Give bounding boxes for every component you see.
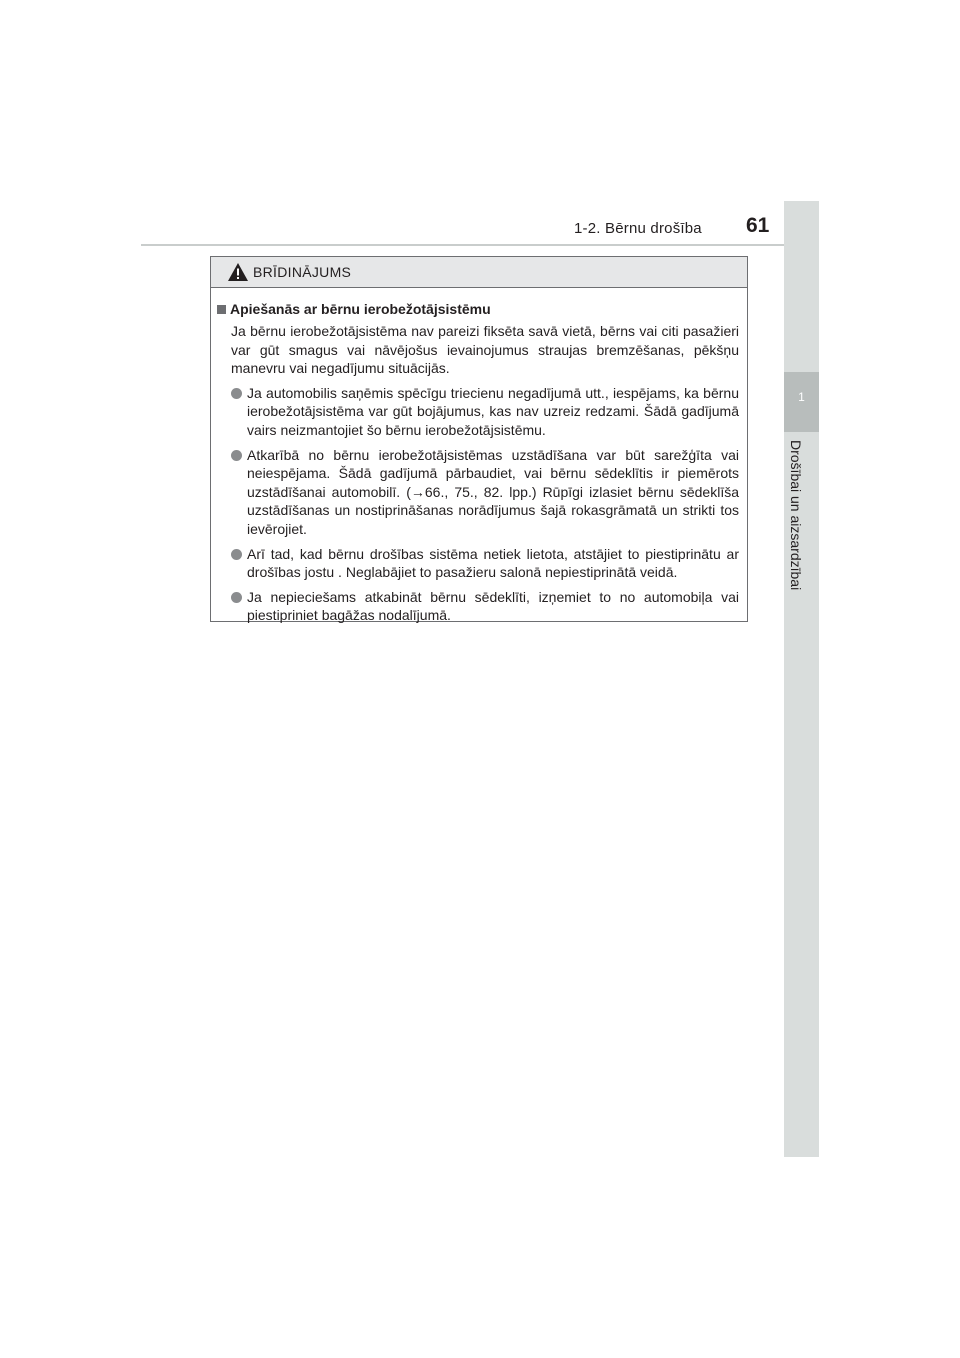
round-bullet-icon bbox=[231, 592, 242, 603]
running-header-section: 1-2. Bērnu drošība bbox=[574, 220, 702, 237]
list-item-text: Atkarībā no bērnu ierobežotājsistēmas uzstādīšana var būt sarežģīta vai neiespējama. Šādā gadījumā pārbaudiet, vai bērnu sēdeklītis ir piemērots uzstādīšanai automobilī. (→66., 75., 82. lpp.) Rūpīgi izlasiet bērnu sēdeklīša uzstādīšanas un nostiprināšanas norādījumus šajā rokasgrāmatā un strikti tos ievērojiet. bbox=[247, 446, 739, 537]
square-bullet-icon bbox=[217, 305, 226, 314]
warning-triangle-icon bbox=[227, 262, 249, 282]
warning-box bbox=[210, 256, 748, 622]
warning-content bbox=[211, 288, 747, 625]
list-item bbox=[247, 446, 739, 539]
round-bullet-icon bbox=[231, 549, 242, 560]
list-item bbox=[247, 545, 739, 582]
round-bullet-icon bbox=[231, 388, 242, 399]
list-item-text: Arī tad, kad bērnu drošības sistēma netiek lietota, atstājiet to piestiprinātu ar drošības jostu . Neglabājiet to pasažieru salonā nepiestiprinātā veidā. bbox=[247, 545, 739, 581]
header-divider bbox=[141, 244, 819, 246]
list-item bbox=[247, 384, 739, 440]
chapter-side-tab bbox=[784, 201, 819, 1157]
round-bullet-icon bbox=[231, 450, 242, 461]
list-item bbox=[247, 588, 739, 625]
list-item-text: Ja nepieciešams atkabināt bērnu sēdeklīti, izņemiet to no automobiļa vai piestipriniet bagāžas nodalījumā. bbox=[247, 588, 739, 624]
warning-header bbox=[211, 257, 747, 288]
list-item-text: Ja automobilis saņēmis spēcīgu triecienu negadījumā utt., iespējams, ka bērnu ierobežotājsistēma var gūt bojājumus, kas nav uzreiz redzami. Šādā gadījumā vairs neizmantojiet šo bērnu ierobežotājsistēmu. bbox=[247, 384, 739, 438]
section-heading-text: Apiešanās ar bērnu ierobežotājsistēmu bbox=[230, 301, 491, 317]
page-number: 61 bbox=[746, 214, 770, 237]
section-heading bbox=[217, 300, 739, 318]
chapter-title: Drošībai un aizsardzībai bbox=[788, 440, 804, 591]
warning-title: BRĪDINĀJUMS bbox=[253, 264, 352, 280]
intro-paragraph: Ja bērnu ierobežotājsistēma nav pareizi fiksēta savā vietā, bērns vai citi pasažieri var gūt smagus vai nāvējošus ievainojumus straujas bremzēšanas, pēkšņu manevru vai negadījumu situācijās. bbox=[231, 323, 739, 377]
chapter-number: 1 bbox=[798, 390, 805, 404]
